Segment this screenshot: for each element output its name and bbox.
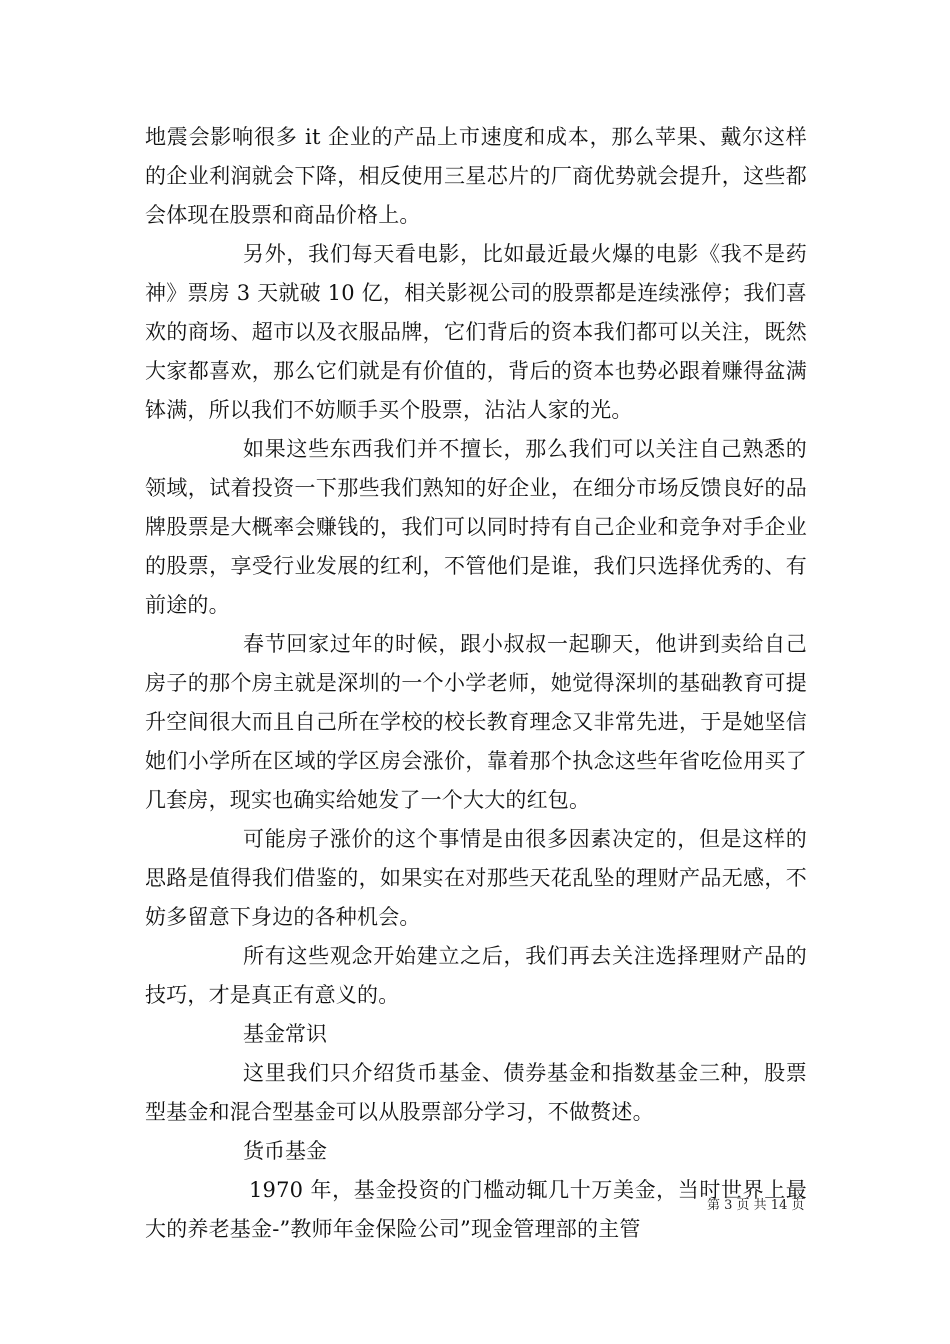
paragraph: 可能房子涨价的这个事情是由很多因素决定的，但是这样的思路是值得我们借鉴的，如果实在对那些天花乱坠的理财产品无感，不妨多留意下身边的各种机会。 [145, 827, 807, 929]
paragraph: 所有这些观念开始建立之后，我们再去关注选择理财产品的技巧，才是真正有意义的。 [145, 944, 807, 1007]
paragraph: 如果这些东西我们并不擅长，那么我们可以关注自己熟悉的领域，试着投资一下那些我们熟知的好企业，在细分市场反馈良好的品牌股票是大概率会赚钱的，我们可以同时持有自己企业和竞争对手企业的股票，享受行业发展的红利，不管他们是谁，我们只选择优秀的、有前途的。 [145, 437, 807, 617]
paragraph: 地震会影响很多 it 企业的产品上市速度和成本，那么苹果、戴尔这样的企业利润就会下降，相反使用三星芯片的厂商优势就会提升，这些都会体现在股票和商品价格上。 [145, 125, 807, 227]
paragraph: 1970 年，基金投资的门槛动辄几十万美金，当时世界上最大的养老基金-”教师年金保险公司”现金管理部的主管 [145, 1178, 807, 1241]
body-text [145, 118, 807, 1249]
section-heading: 货币基金 [243, 1139, 327, 1163]
section-heading: 基金常识 [243, 1022, 327, 1046]
paragraph: 另外，我们每天看电影，比如最近最火爆的电影《我不是药神》票房 3 天就破 10 亿，相关影视公司的股票都是连续涨停；我们喜欢的商场、超市以及衣服品牌，它们背后的资本我们都可以关注，既然大家都喜欢，那么它们就是有价值的，背后的资本也势必跟着赚得盆满钵满，所以我们不妨顺手买个股票，沾沾人家的光。 [145, 242, 807, 422]
paragraph: 春节回家过年的时候，跟小叔叔一起聊天，他讲到卖给自己房子的那个房主就是深圳的一个小学老师，她觉得深圳的基础教育可提升空间很大而且自己所在学校的校长教育理念又非常先进，于是她坚信她们小学所在区域的学区房会涨价，靠着那个执念这些年省吃俭用买了几套房，现实也确实给她发了一个大大的红包。 [145, 632, 807, 812]
page-number: 第 3 页 共 14 页 [707, 1198, 805, 1213]
paragraph: 这里我们只介绍货币基金、债券基金和指数基金三种，股票型基金和混合型基金可以从股票部分学习，不做赘述。 [145, 1061, 807, 1124]
